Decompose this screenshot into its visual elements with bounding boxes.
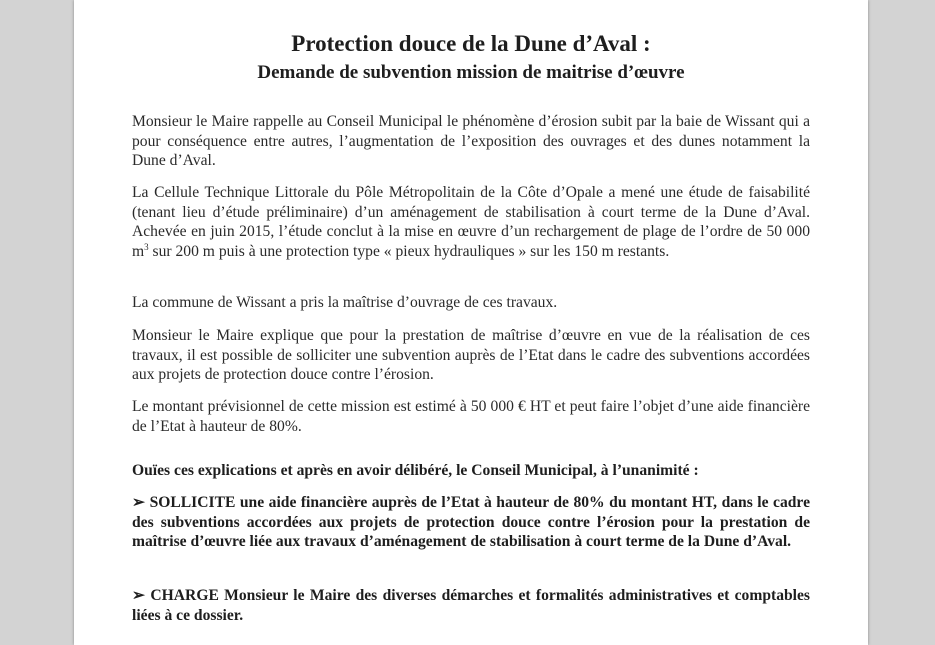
paragraph-ownership: La commune de Wissant a pris la maîtrise d’ouvrage de ces travaux. [132, 294, 558, 311]
paragraph-subsidy-request: Monsieur le Maire explique que pour la prestation de maîtrise d’œuvre en vue de la réalisation de ces travaux, il est possible de solliciter une subvention auprès de l’Etat dans le cadre des subventions accordées aux projets de protection douce contre l’érosion. [132, 327, 810, 384]
paragraph-deliberation: Ouïes ces explications et après en avoir délibéré, le Conseil Municipal, à l’unanimité : [132, 462, 699, 479]
paragraph-study-text-b: sur 200 m puis à une protection type « pieux hydrauliques » sur les 150 m restants. [148, 242, 670, 260]
cubic-superscript: 3 [144, 241, 149, 252]
document-title: Protection douce de la Dune d’Aval : [291, 31, 651, 56]
resolution-sollicite [132, 493, 810, 552]
paragraph-study-text-a: La Cellule Technique Littorale du Pôle Métropolitain de la Côte d’Opale a mené une étude de faisabilité (tenant lieu d’étude préliminaire) d’un aménagement de stabilisation à court terme de la Dune d’Aval. Achevée en juin 2015, l’étude conclut à la mise en œuvre d’un rechargement de plage de l’ordre de 50 000 m [132, 184, 810, 260]
arrow-bullet-icon: ➢ [132, 587, 146, 604]
document-page [74, 0, 868, 645]
paragraph-erosion: Monsieur le Maire rappelle au Conseil Municipal le phénomène d’érosion subit par la baie de Wissant qui a pour conséquence entre autres, l’augmentation de l’exposition des ouvrages et des dunes notamment la Dune d’Aval. [132, 113, 810, 170]
paragraph-amount: Le montant prévisionnel de cette mission est estimé à 50 000 € HT et peut faire l’objet d’une aide financière de l’Etat à hauteur de 80%. [132, 398, 810, 435]
resolution-sollicite-text: SOLLICITE une aide financière auprès de l’Etat à hauteur de 80% du montant HT, dans le cadre des subventions accordées aux projets de protection douce contre l’érosion pour la prestation de maîtrise d’œuvre liée aux travaux d’aménagement de stabilisation à court terme de la Dune d’Aval. [132, 494, 810, 551]
resolution-charge-text: CHARGE Monsieur le Maire des diverses démarches et formalités administratives et comptables liées à ce dossier. [132, 587, 810, 624]
document-subtitle: Demande de subvention mission de maitrise d’œuvre [257, 62, 685, 83]
arrow-bullet-icon: ➢ [132, 494, 146, 511]
resolution-charge [132, 586, 810, 625]
paragraph-study [132, 183, 810, 261]
